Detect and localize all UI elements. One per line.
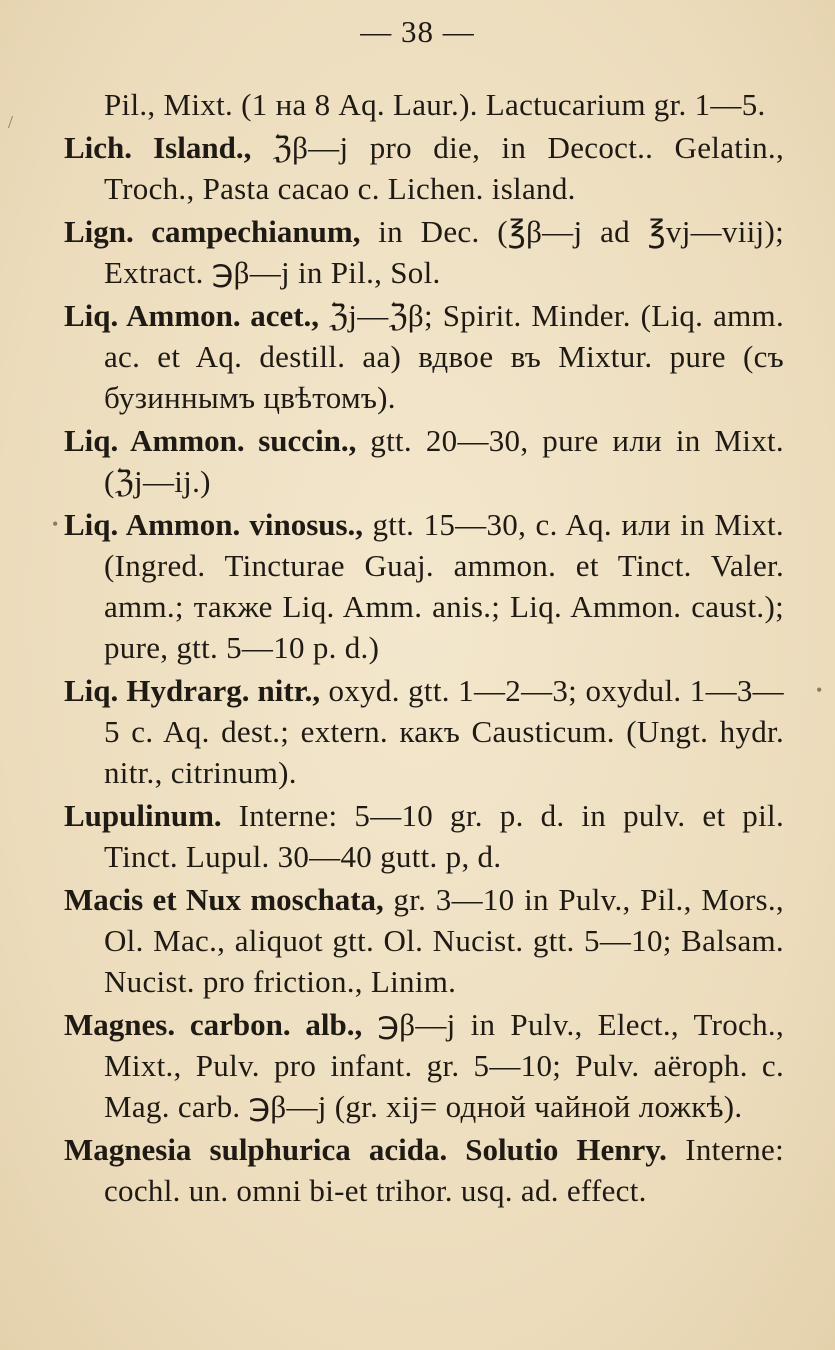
entry-text: in Dec. (℥β—j ad ℥vj—viij); Extract. ℈β—j in Pil., Sol. [104, 214, 784, 290]
entry-head: Liq. Ammon. acet., [64, 298, 320, 333]
entry-liquor-ammonii-acetici [64, 295, 784, 418]
margin-mark: / [8, 112, 14, 132]
margin-mark: • [816, 680, 823, 700]
entry-liquor-hydrargyri-nitrici [64, 670, 784, 793]
entry-text: ℈β—j in Pulv., Elect., Troch., Mixt., Pulv. pro infant. gr. 5—10; Pulv. aëroph. c. Mag. carb. ℈β—j (gr. xij= одной чайной ложкѣ). [104, 1007, 784, 1124]
entry-lichen-islandicus [64, 127, 784, 209]
entry-text: gtt. 20—30, pure или in Mixt. (ℨj—ij.) [104, 423, 784, 499]
entry-text: Interne: cochl. un. omni bi-et trihor. usq. ad. effect. [104, 1132, 784, 1208]
entry-text: Interne: 5—10 gr. p. d. in pulv. et pil. Tinct. Lupul. 30—40 gutt. p, d. [104, 798, 784, 874]
entry-liquor-ammonii-succinici [64, 420, 784, 502]
page-body [64, 84, 784, 1213]
entry-head: Magnesia sulphurica acida. Solutio Henry. [64, 1132, 667, 1167]
entry-head: Lign. campechianum, [64, 214, 361, 249]
entry-liquor-ammonii-vinosus [64, 504, 784, 668]
entry-text: ℨβ—j pro die, in Decoct.. Gelatin., Troch., Pasta cacao c. Lichen. island. [104, 130, 785, 206]
entry-head: Lupulinum. [64, 798, 222, 833]
entry-head: Macis et Nux moschata, [64, 882, 384, 917]
entry-head: Magnes. carbon. alb., [64, 1007, 363, 1042]
entry-macis-et-nux-moschata [64, 879, 784, 1002]
entry-lupulinum [64, 795, 784, 877]
entry-magnesia-sulphurica-acida [64, 1129, 784, 1211]
entry-head: Liq. Ammon. succin., [64, 423, 357, 458]
entry-text: ℨj—ℨβ; Spirit. Minder. (Liq. amm. ac. et Aq. destill. aa) вдвое въ Mixtur. pure (съ бузиннымъ цвѣтомъ). [104, 298, 785, 415]
entry-text: gtt. 15—30, c. Aq. или in Mixt. (Ingred. Tincturae Guaj. ammon. et Tinct. Valer. amm.; также Liq. Amm. anis.; Liq. Ammon. caust.); pure, gtt. 5—10 p. d.) [104, 507, 784, 665]
entry-text: oxyd. gtt. 1—2—3; oxydul. 1—3—5 c. Aq. dest.; extern. какъ Causticum. (Ungt. hydr. nitr., citrinum). [104, 673, 784, 790]
entry-lignum-campechianum [64, 211, 784, 293]
entry-head: Lich. Island., [64, 130, 252, 165]
entry-head: Liq. Ammon. vinosus., [64, 507, 364, 542]
margin-mark: • [52, 514, 59, 534]
page-number: — 38 — [360, 14, 475, 49]
entry-text: Pil., Mixt. (1 на 8 Aq. Laur.). Lactucarium gr. 1—5. [104, 87, 766, 122]
entry-continuation [64, 84, 784, 125]
entry-text: gr. 3—10 in Pulv., Pil., Mors., Ol. Mac., aliquot gtt. Ol. Nucist. gtt. 5—10; Balsam. Nucist. pro friction., Linim. [104, 882, 784, 999]
entry-magnesia-carbonica-alba [64, 1004, 784, 1127]
entry-head: Liq. Hydrarg. nitr., [64, 673, 321, 708]
